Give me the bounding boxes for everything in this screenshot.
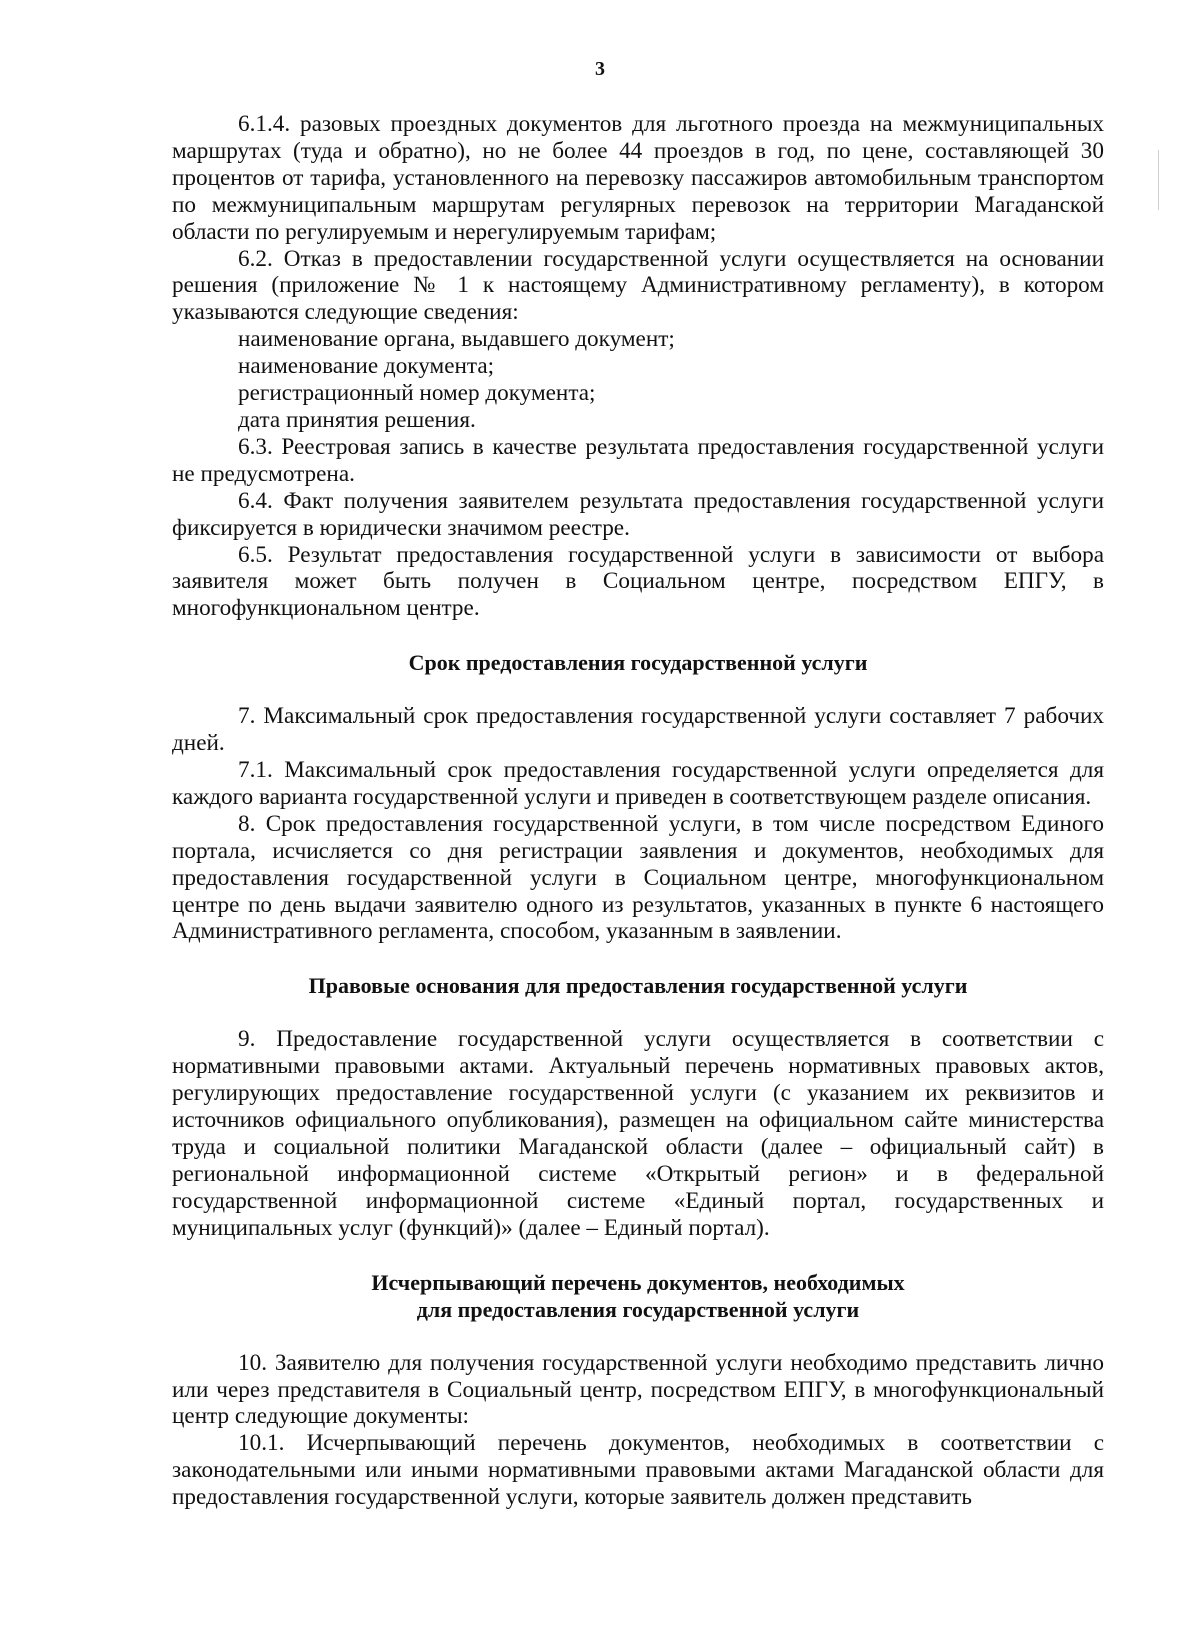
paragraph: 8. Срок предоставления государственной услуги, в том числе посредством Единого портала, исчисляется со дня регистрации заявления и документов, необходимых для предоставления государственной услуги в Социальном центре, многофункциональном центре по день выдачи заявителю одного из результатов, указанных в пункте 6 настоящего Административного регламента, способом, указанным в заявлении.: [172, 810, 1104, 945]
paragraph: 6.1.4. разовых проездных документов для льготного проезда на межмуниципальных маршрутах (туда и обратно), но не более 44 проездов в год, по цене, составляющей 30 процентов от тарифа, установленного на перевозку пассажиров автомобильным транспортом по межмуниципальным маршрутам регулярных перевозок на территории Магаданской области по регулируемым и нерегулируемым тарифам;: [172, 111, 1104, 245]
paragraph: 7. Максимальный срок предоставления государственной услуги составляет 7 рабочих дней.: [172, 703, 1104, 757]
list-item: регистрационный номер документа;: [238, 380, 596, 407]
paragraph: 6.5. Результат предоставления государственной услуги в зависимости от выбора заявителя может быть получен в Социальном центре, посредством ЕПГУ, в многофункциональном центре.: [172, 541, 1104, 622]
paragraph: 6.4. Факт получения заявителем результата предоставления государственной услуги фиксируется в юридически значимом реестре.: [172, 487, 1104, 541]
scan-artifact: [1158, 150, 1159, 210]
section-heading-line: для предоставления государственной услуги: [416, 1296, 860, 1322]
section-heading: [172, 972, 1104, 999]
list-item: дата принятия решения.: [238, 406, 476, 433]
paragraph: 6.3. Реестровая запись в качестве результата предоставления государственной услуги не предусмотрена.: [172, 433, 1104, 487]
paragraph: 10. Заявителю для получения государственной услуги необходимо представить лично или через представителя в Социальный центр, посредством ЕПГУ, в многофункциональный центр следующие документы:: [172, 1349, 1104, 1430]
section-heading-line: Правовые основания для предоставления государственной услуги: [308, 973, 968, 999]
section-heading-line: Срок предоставления государственной услуги: [408, 650, 868, 676]
list-item: наименование органа, выдавшего документ;: [238, 326, 675, 353]
paragraph: 9. Предоставление государственной услуги осуществляется в соответствии с нормативными правовыми актами. Актуальный перечень нормативных правовых актов, регулирующих предоставление государственной услуги (с указанием их реквизитов и источников официального опубликования), размещен на официальном сайте министерства труда и социальной политики Магаданской области (далее – официальный сайт) в региональной информационной системе «Открытый регион» и в федеральной государственной информационной системе «Единый портал, государственных и муниципальных услуг (функций)» (далее – Единый портал).: [172, 1026, 1104, 1241]
section-heading: [172, 1269, 1104, 1323]
paragraph: 7.1. Максимальный срок предоставления государственной услуги определяется для каждого варианта государственной услуги и приведен в соответствующем разделе описания.: [172, 757, 1104, 810]
section-heading-line: Исчерпывающий перечень документов, необходимых: [371, 1269, 905, 1295]
paragraph: 10.1. Исчерпывающий перечень документов, необходимых в соответствии с законодательными или иными нормативными правовыми актами Магаданской области для предоставления государственной услуги, которые заявитель должен представить: [172, 1430, 1104, 1511]
page-number: 3: [595, 58, 605, 80]
section-heading: [172, 649, 1104, 676]
document-body: [172, 111, 1104, 1511]
paragraph: 6.2. Отказ в предоставлении государственной услуги осуществляется на основании решения (приложение № 1 к настоящему Административному регламенту), в котором указываются следующие сведения:: [172, 245, 1104, 326]
list-item: наименование документа;: [238, 353, 495, 380]
